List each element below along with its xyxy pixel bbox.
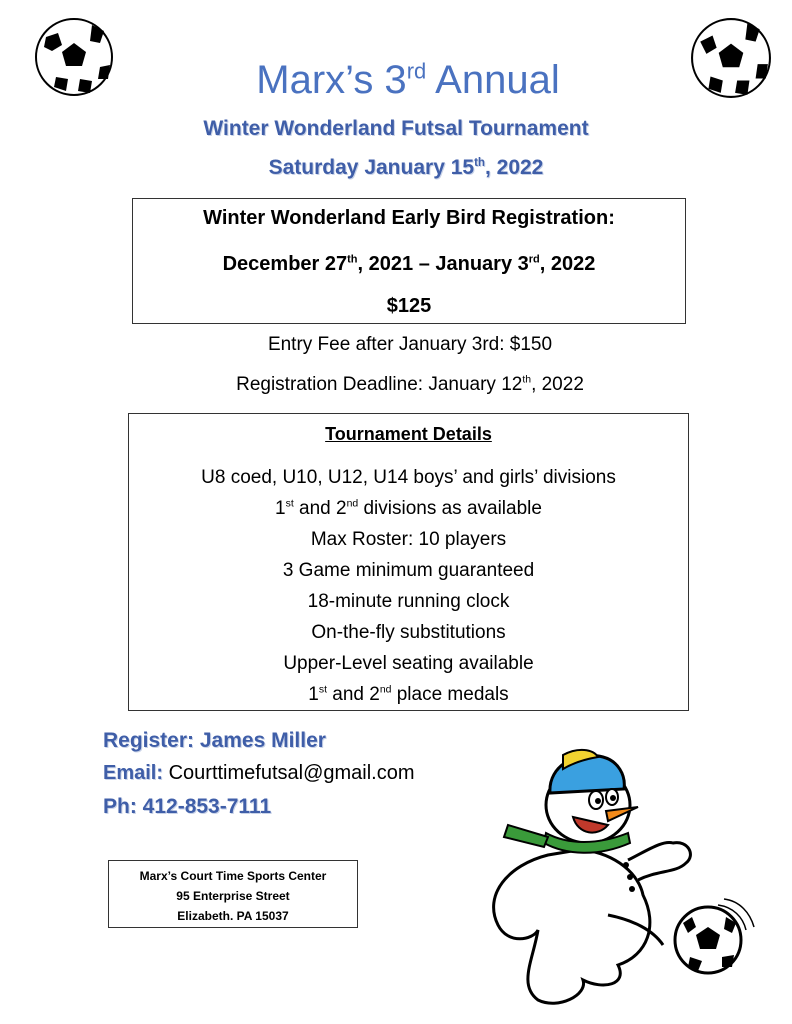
venue-street: 95 Enterprise Street (176, 889, 290, 903)
early-bird-range: December 27th, 2021 – January 3rd, 2022 (222, 253, 596, 275)
details-substitutions: On-the-fly substitutions (311, 622, 506, 643)
details-divisions: U8 coed, U10, U12, U14 boys’ and girls’ divisions (201, 467, 616, 488)
details-roster: Max Roster: 10 players (310, 529, 507, 550)
contact-email (103, 762, 415, 785)
details-clock: 18-minute running clock (307, 591, 510, 612)
details-medals: 1st and 2nd place medals (308, 684, 509, 705)
details-heading: Tournament Details (325, 424, 492, 444)
email-label: Email: (103, 762, 164, 784)
venue-box (108, 860, 358, 928)
tournament-details-box (128, 413, 689, 711)
email-value[interactable]: Courttimefutsal@gmail.com (163, 762, 415, 784)
event-date: Saturday January 15th, 2022 (268, 156, 544, 179)
contact-register: Register: James Miller (103, 729, 326, 752)
venue-city: Elizabeth. PA 15037 (177, 909, 289, 923)
registration-deadline: Registration Deadline: January 12th, 2022 (236, 374, 584, 395)
venue-name: Marx’s Court Time Sports Center (139, 869, 327, 883)
snowman-illustration (478, 745, 778, 1015)
early-bird-price: $125 (386, 295, 432, 317)
subtitle: Winter Wonderland Futsal Tournament (203, 117, 589, 140)
early-bird-heading: Winter Wonderland Early Bird Registration: (203, 207, 615, 229)
details-game-minimum: 3 Game minimum guaranteed (282, 560, 535, 581)
details-division-levels: 1st and 2nd divisions as available (275, 498, 542, 519)
page-title: Marx’s 3rd Annual (256, 58, 560, 102)
details-seating: Upper-Level seating available (283, 653, 534, 674)
entry-fee: Entry Fee after January 3rd: $150 (267, 334, 553, 355)
early-bird-box (132, 198, 686, 324)
contact-phone: Ph: 412-853-7111 (103, 795, 272, 818)
